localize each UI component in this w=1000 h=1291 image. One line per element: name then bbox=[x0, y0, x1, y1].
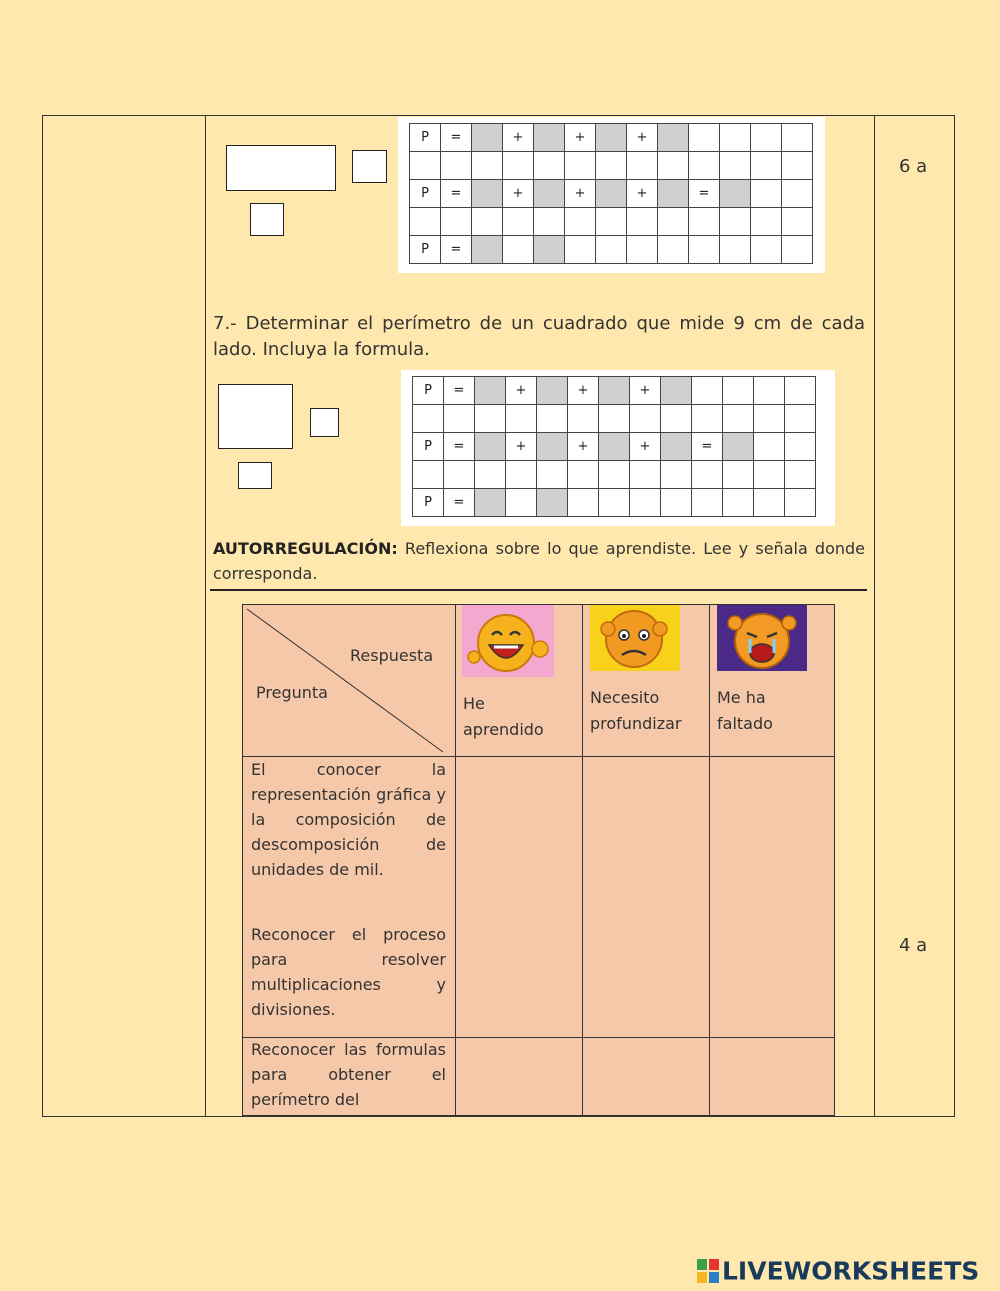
grid-cell: P bbox=[410, 236, 441, 264]
grid-cell bbox=[754, 433, 785, 461]
grid-cell bbox=[751, 124, 782, 152]
grid-cell bbox=[503, 208, 534, 236]
grid-cell: + bbox=[565, 124, 596, 152]
grid-cell bbox=[444, 461, 475, 489]
grid-answer-cell[interactable] bbox=[661, 433, 692, 461]
grid-answer-cell[interactable] bbox=[534, 180, 565, 208]
grid-cell bbox=[689, 236, 720, 264]
grid-cell bbox=[689, 124, 720, 152]
grid-cell bbox=[751, 208, 782, 236]
formula-grid-2-table bbox=[412, 376, 816, 517]
grid-cell bbox=[782, 180, 813, 208]
grid-cell bbox=[723, 405, 754, 433]
grid-answer-cell[interactable] bbox=[534, 236, 565, 264]
answer-box-q7-left[interactable] bbox=[238, 462, 272, 489]
grid-answer-cell[interactable] bbox=[537, 489, 568, 517]
grid-cell bbox=[754, 461, 785, 489]
grid-cell bbox=[723, 489, 754, 517]
grid-cell bbox=[658, 208, 689, 236]
col-necesito-profundizar-label: Necesito profundizar bbox=[590, 688, 682, 733]
grid-cell bbox=[754, 405, 785, 433]
grid-cell: + bbox=[568, 377, 599, 405]
grid-cell bbox=[413, 405, 444, 433]
grid-row bbox=[410, 152, 813, 180]
answer-cell-1-he-aprendido[interactable] bbox=[456, 757, 582, 1037]
grid-cell bbox=[596, 236, 627, 264]
grid-cell bbox=[630, 461, 661, 489]
question-row-3: Reconocer las formulas para obtener el perímetro del bbox=[251, 1040, 446, 1109]
column-divider-2 bbox=[874, 116, 875, 1116]
grid-cell bbox=[720, 152, 751, 180]
header-respuesta: Respuesta bbox=[350, 646, 434, 665]
grid-cell bbox=[596, 208, 627, 236]
grid-answer-cell[interactable] bbox=[599, 433, 630, 461]
grid-cell bbox=[661, 405, 692, 433]
grid-cell: + bbox=[627, 180, 658, 208]
grid-cell bbox=[565, 236, 596, 264]
grid-cell bbox=[720, 236, 751, 264]
grid-cell bbox=[751, 180, 782, 208]
grid-cell: + bbox=[565, 180, 596, 208]
grid-cell: = bbox=[441, 236, 472, 264]
self-assessment-table bbox=[242, 604, 835, 1116]
grid-answer-cell[interactable] bbox=[658, 180, 689, 208]
grid-cell bbox=[568, 405, 599, 433]
grid-row bbox=[413, 405, 816, 433]
grid-cell bbox=[599, 489, 630, 517]
grid-cell bbox=[630, 405, 661, 433]
grid-cell: P bbox=[410, 124, 441, 152]
brand-name: LIVEWORKSHEETS bbox=[722, 1256, 980, 1286]
grid-cell: = bbox=[441, 180, 472, 208]
grid-cell bbox=[723, 461, 754, 489]
divider-rule bbox=[210, 589, 867, 591]
grid-cell bbox=[441, 152, 472, 180]
grid-row bbox=[410, 180, 813, 208]
autorregulacion-paragraph bbox=[213, 536, 865, 586]
grid-cell bbox=[754, 377, 785, 405]
grid-cell: P bbox=[413, 377, 444, 405]
grid-answer-cell[interactable] bbox=[472, 236, 503, 264]
grid-answer-cell[interactable] bbox=[537, 433, 568, 461]
grid-cell bbox=[689, 208, 720, 236]
grid-answer-cell[interactable] bbox=[472, 180, 503, 208]
grid-cell bbox=[630, 489, 661, 517]
grid-cell bbox=[565, 208, 596, 236]
grid-cell bbox=[751, 236, 782, 264]
grid-answer-cell[interactable] bbox=[599, 377, 630, 405]
grid-answer-cell[interactable] bbox=[723, 433, 754, 461]
grid-cell bbox=[782, 208, 813, 236]
grid-cell bbox=[782, 152, 813, 180]
grid-cell: P bbox=[413, 489, 444, 517]
grid-cell bbox=[785, 405, 816, 433]
grid-row bbox=[410, 208, 813, 236]
grid-cell bbox=[472, 208, 503, 236]
grid-cell bbox=[599, 405, 630, 433]
col-he-aprendido-label: He aprendido bbox=[463, 694, 544, 739]
grid-cell bbox=[782, 124, 813, 152]
answer-cell-1-me-ha-faltado[interactable] bbox=[710, 757, 835, 1037]
grid-cell: = bbox=[444, 433, 475, 461]
grid-cell bbox=[475, 405, 506, 433]
answer-box-q7-right[interactable] bbox=[310, 408, 339, 437]
grid-cell: + bbox=[568, 433, 599, 461]
col-me-ha-faltado-label: Me ha faltado bbox=[717, 688, 773, 733]
column-divider-1 bbox=[205, 116, 206, 1116]
grid-cell bbox=[785, 377, 816, 405]
grid-cell bbox=[689, 152, 720, 180]
col-necesito-profundizar bbox=[590, 685, 708, 737]
answer-box-top-right[interactable] bbox=[352, 150, 387, 183]
grid-cell bbox=[568, 461, 599, 489]
grid-answer-cell[interactable] bbox=[661, 377, 692, 405]
grid-row bbox=[410, 236, 813, 264]
grid-cell bbox=[658, 152, 689, 180]
grid-cell bbox=[720, 124, 751, 152]
grid-cell bbox=[627, 208, 658, 236]
grid-answer-cell[interactable] bbox=[658, 124, 689, 152]
grid-cell bbox=[692, 377, 723, 405]
formula-grid-1-table bbox=[409, 123, 813, 264]
worried-face-icon bbox=[590, 605, 680, 671]
autorregulacion-text: Reflexiona sobre lo que aprendiste. Lee y señala donde corresponda. bbox=[213, 539, 865, 583]
grid-cell bbox=[720, 208, 751, 236]
grid-cell: + bbox=[506, 433, 537, 461]
grid-cell bbox=[785, 461, 816, 489]
question-7: 7.- Determinar el perímetro de un cuadrado que mide 9 cm de cada lado. Incluya la formula. bbox=[213, 313, 865, 360]
grid-cell bbox=[444, 405, 475, 433]
grid-cell bbox=[506, 405, 537, 433]
grid-answer-cell[interactable] bbox=[720, 180, 751, 208]
grid-answer-cell[interactable] bbox=[534, 124, 565, 152]
grid-cell bbox=[754, 489, 785, 517]
formula-grid-2 bbox=[401, 370, 835, 526]
grid-cell: P bbox=[410, 180, 441, 208]
grid-cell bbox=[441, 208, 472, 236]
grid-cell bbox=[782, 236, 813, 264]
grid-cell: + bbox=[503, 180, 534, 208]
grid-cell: = bbox=[689, 180, 720, 208]
grid-cell: + bbox=[627, 124, 658, 152]
grid-cell bbox=[627, 152, 658, 180]
grid-cell bbox=[475, 461, 506, 489]
grid-cell bbox=[785, 433, 816, 461]
score-bottom: 4 a bbox=[899, 935, 928, 956]
grid-cell bbox=[537, 405, 568, 433]
grid-cell bbox=[692, 461, 723, 489]
rectangle-figure bbox=[226, 145, 336, 191]
crying-face-icon bbox=[717, 605, 807, 671]
grid-cell bbox=[534, 152, 565, 180]
laughing-face-icon bbox=[462, 605, 554, 677]
answer-cell-2-necesito-profundizar[interactable] bbox=[583, 1038, 709, 1116]
grid-row bbox=[413, 489, 816, 517]
grid-cell bbox=[506, 461, 537, 489]
score-top: 6 a bbox=[899, 156, 928, 177]
grid-row bbox=[413, 433, 816, 461]
grid-cell bbox=[661, 461, 692, 489]
grid-cell bbox=[627, 236, 658, 264]
header-pregunta: Pregunta bbox=[256, 683, 328, 702]
grid-cell: P bbox=[413, 433, 444, 461]
liveworksheets-brand bbox=[697, 1255, 994, 1285]
grid-answer-cell[interactable] bbox=[475, 489, 506, 517]
grid-cell: = bbox=[444, 377, 475, 405]
grid-cell bbox=[534, 208, 565, 236]
grid-cell: = bbox=[444, 489, 475, 517]
grid-answer-cell[interactable] bbox=[537, 377, 568, 405]
grid-row bbox=[410, 124, 813, 152]
grid-answer-cell[interactable] bbox=[596, 180, 627, 208]
answer-cell-1-necesito-profundizar[interactable] bbox=[583, 757, 709, 1037]
liveworksheets-logo-icon bbox=[697, 1259, 719, 1283]
grid-cell: = bbox=[692, 433, 723, 461]
grid-cell: + bbox=[630, 433, 661, 461]
autorregulacion-label: AUTORREGULACIÓN: bbox=[213, 539, 398, 558]
grid-answer-cell[interactable] bbox=[475, 377, 506, 405]
question-row-2: Reconocer el proceso para resolver multiplicaciones y divisiones. bbox=[251, 925, 446, 1019]
grid-cell: = bbox=[441, 124, 472, 152]
grid-answer-cell[interactable] bbox=[596, 124, 627, 152]
grid-cell bbox=[599, 461, 630, 489]
grid-cell bbox=[503, 236, 534, 264]
grid-cell bbox=[568, 489, 599, 517]
col-he-aprendido bbox=[463, 691, 563, 743]
grid-cell bbox=[658, 236, 689, 264]
grid-cell bbox=[506, 489, 537, 517]
answer-box-top-left[interactable] bbox=[250, 203, 284, 236]
question-row-1: El conocer la representación gráfica y la composición de descomposición de unidades de mil. bbox=[251, 760, 446, 879]
grid-cell bbox=[723, 377, 754, 405]
grid-cell bbox=[692, 405, 723, 433]
grid-cell bbox=[413, 461, 444, 489]
answer-cell-2-he-aprendido[interactable] bbox=[456, 1038, 582, 1116]
grid-cell bbox=[785, 489, 816, 517]
grid-cell bbox=[692, 489, 723, 517]
col-me-ha-faltado bbox=[717, 685, 797, 737]
grid-row bbox=[413, 461, 816, 489]
grid-cell bbox=[537, 461, 568, 489]
grid-cell: + bbox=[503, 124, 534, 152]
square-figure bbox=[218, 384, 293, 449]
grid-cell bbox=[410, 208, 441, 236]
grid-cell bbox=[410, 152, 441, 180]
grid-cell bbox=[596, 152, 627, 180]
grid-cell bbox=[565, 152, 596, 180]
grid-cell: + bbox=[506, 377, 537, 405]
grid-answer-cell[interactable] bbox=[475, 433, 506, 461]
formula-grid-1 bbox=[398, 117, 825, 273]
grid-cell bbox=[503, 152, 534, 180]
grid-cell: + bbox=[630, 377, 661, 405]
grid-cell bbox=[661, 489, 692, 517]
grid-answer-cell[interactable] bbox=[472, 124, 503, 152]
answer-cell-2-me-ha-faltado[interactable] bbox=[710, 1038, 835, 1116]
grid-row bbox=[413, 377, 816, 405]
grid-cell bbox=[751, 152, 782, 180]
grid-cell bbox=[472, 152, 503, 180]
